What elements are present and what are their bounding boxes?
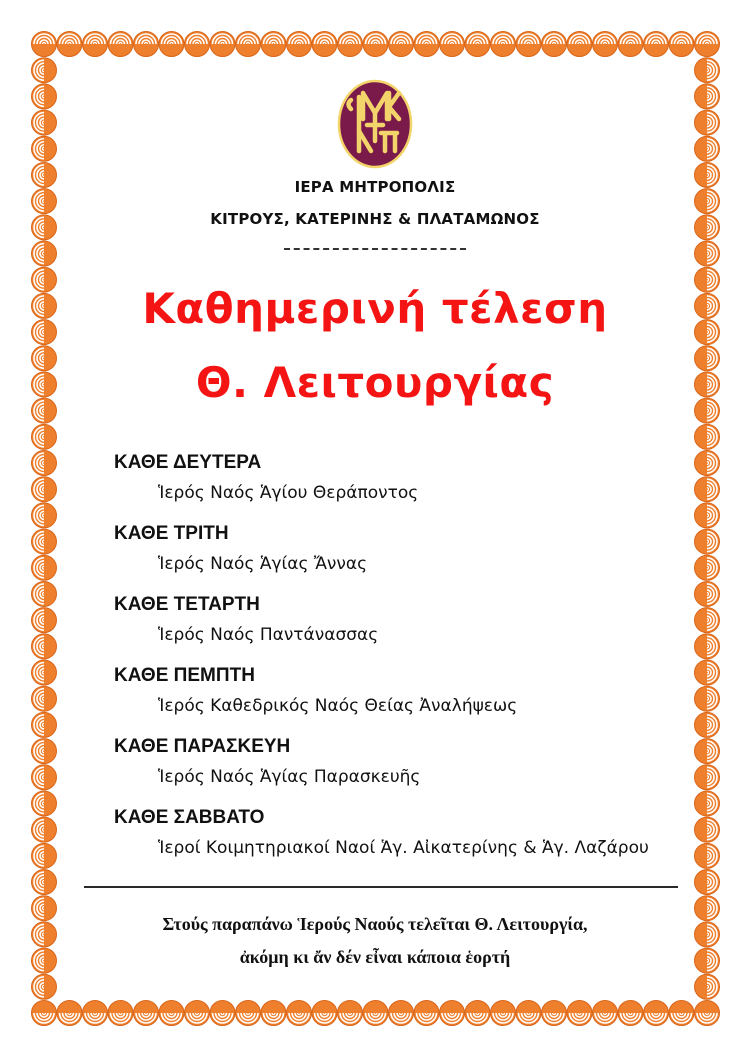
dashed-separator [284, 248, 466, 250]
church-name: Ἱερός Ναός Ἁγίας Παρασκευῆς [158, 767, 421, 787]
day-label: ΚΑΘΕ ΣΑΒΒΑΤΟ [114, 807, 265, 828]
metropolis-monogram-icon [337, 79, 413, 169]
footer-note-line1: Στούς παραπάνω Ἱερούς Ναούς τελεῖται Θ. Λειτουργία, [162, 914, 588, 934]
day-label: ΚΑΘΕ ΤΕΤΑΡΤΗ [114, 594, 260, 615]
metropolis-name-line2: ΚΙΤΡΟΥΣ, ΚΑΤΕΡΙΝΗΣ & ΠΛΑΤΑΜΩΝΟΣ [210, 210, 540, 228]
church-name: Ἱερός Ναός Παντάνασσας [158, 625, 379, 645]
day-label: ΚΑΘΕ ΔΕΥΤΕΡΑ [114, 452, 262, 473]
poster-title-line2: Θ. Λειτουργίας [195, 358, 555, 407]
metropolis-name-line1: ΙΕΡΑ ΜΗΤΡΟΠΟΛΙΣ [294, 178, 456, 196]
weekly-schedule-list [114, 452, 694, 878]
schedule-item-tuesday [114, 523, 694, 594]
church-name: Ἱερός Ναός Ἁγίου Θεράποντος [158, 483, 419, 503]
footer-note-line2: ἀκόμη κι ἄν δέν εἶναι κάποια ἑορτή [239, 947, 511, 967]
day-label: ΚΑΘΕ ΤΡΙΤΗ [114, 523, 229, 544]
church-name: Ἱερός Καθεδρικός Ναός Θείας Ἀναλήψεως [158, 696, 518, 716]
schedule-item-wednesday [114, 594, 694, 665]
schedule-item-monday [114, 452, 694, 523]
church-name: Ἱεροί Κοιμητηριακοί Ναοί Ἁγ. Αἰκατερίνης & Ἁγ. Λαζάρου [158, 838, 649, 858]
day-label: ΚΑΘΕ ΠΑΡΑΣΚΕΥΗ [114, 736, 291, 757]
church-name: Ἱερός Ναός Ἁγίας Ἄννας [158, 554, 368, 574]
poster-title-line1: Καθημερινή τέλεση [142, 284, 608, 333]
day-label: ΚΑΘΕ ΠΕΜΠΤΗ [114, 665, 255, 686]
schedule-item-thursday [114, 665, 694, 736]
schedule-item-friday [114, 736, 694, 807]
schedule-item-saturday [114, 807, 694, 878]
metropolis-logo [337, 79, 413, 169]
horizontal-divider [84, 886, 678, 888]
